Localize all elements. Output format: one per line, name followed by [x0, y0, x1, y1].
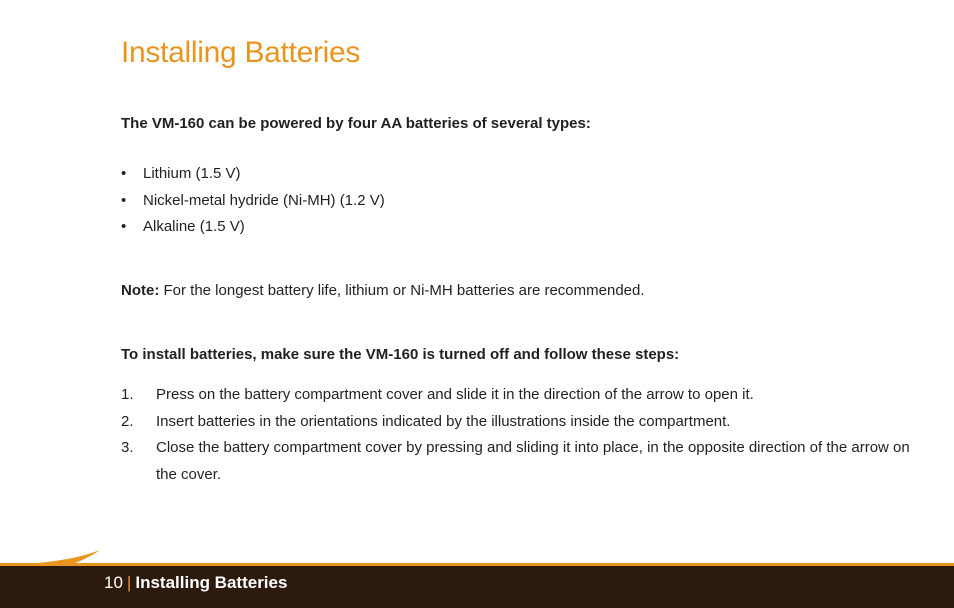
steps-heading: To install batteries, make sure the VM-160 is turned off and follow these steps: [121, 346, 680, 363]
list-item [121, 217, 385, 244]
step-number: 3. [121, 439, 134, 456]
battery-type-label: Lithium (1.5 V) [143, 165, 241, 182]
note-text: For the longest battery life, lithium or Ni-MH batteries are recommended. [159, 282, 645, 299]
step-number: 2. [121, 412, 134, 430]
bullet-icon: • [121, 191, 127, 209]
battery-type-label: Nickel-metal hydride (Ni-MH) (1.2 V) [143, 191, 385, 209]
install-steps-list [121, 382, 911, 488]
list-item [121, 164, 385, 191]
list-item [121, 382, 911, 409]
list-item [121, 435, 911, 488]
battery-types-list [121, 164, 385, 244]
page-title: Installing Batteries [121, 36, 361, 69]
footer-section-title: Installing Batteries [135, 573, 288, 592]
footer-separator: | [126, 573, 132, 592]
bullet-icon: • [121, 218, 127, 235]
footer-text [104, 573, 287, 593]
page-number: 10 [104, 573, 123, 592]
step-text: Press on the battery compartment cover and slide it in the direction of the arrow to open it. [156, 386, 754, 403]
intro-text: The VM-160 can be powered by four AA batteries of several types: [121, 115, 591, 132]
battery-type-label: Alkaline (1.5 V) [143, 218, 245, 235]
note-paragraph [121, 282, 645, 299]
step-text: Close the battery compartment cover by pressing and sliding it into place, in the opposite direction of the arrow on the cover. [156, 439, 910, 483]
step-number: 1. [121, 386, 134, 403]
list-item [121, 409, 911, 436]
bullet-icon: • [121, 165, 127, 182]
list-item [121, 191, 385, 218]
step-text: Insert batteries in the orientations indicated by the illustrations inside the compartment. [156, 412, 731, 430]
swoosh-icon [0, 548, 110, 568]
note-label: Note: [121, 282, 160, 299]
